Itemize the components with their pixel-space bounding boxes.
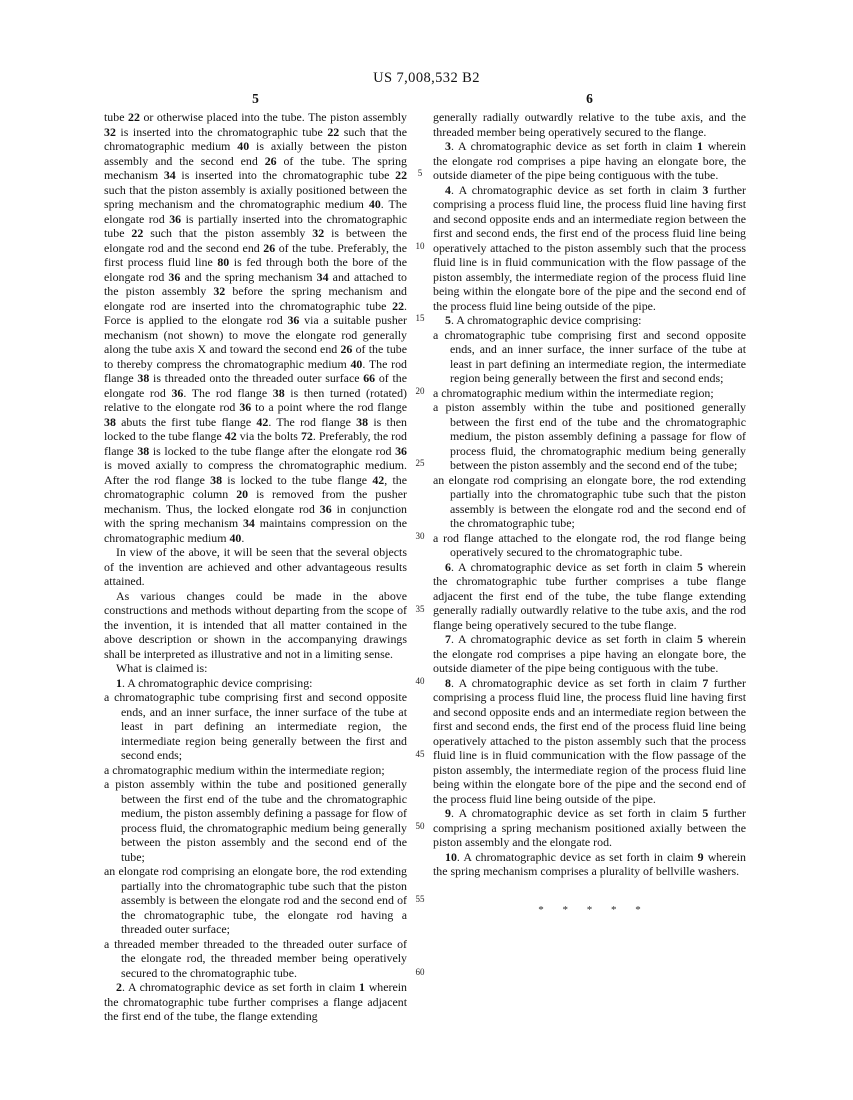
claim-clause: an elongate rod comprising an elongate bore, the rod extending partially into the chromatographic tube such that the piston assembly is between the elongate rod and the second end of the chromatographic tube, the elongate rod having a threaded outer surface; [104,864,407,936]
claim-paragraph: 3. A chromatographic device as set forth in claim 1 wherein the elongate rod comprises a pipe having an elongate bore, the outside diameter of the pipe being contiguous with the tube. [433,139,746,182]
claim-paragraph: 10. A chromatographic device as set forth in claim 9 wherein the spring mechanism comprises a plurality of bellville washers. [433,849,746,878]
claim-paragraph: 1. A chromatographic device comprising: [116,675,313,690]
claim-clause: a chromatographic medium within the intermediate region; [104,762,385,777]
line-number: 35 [415,603,425,614]
line-number: 60 [415,966,425,977]
left-text-column [104,110,407,1024]
claim-paragraph: 7. A chromatographic device as set forth in claim 5 wherein the elongate rod comprises a pipe having an elongate bore, the outside diameter of the pipe being contiguous with the tube. [433,632,746,675]
line-number-gutter [406,168,434,1048]
paragraph: What is claimed is: [116,661,208,675]
line-number: 45 [415,748,425,759]
claim-clause: a threaded member threaded to the threaded outer surface of the elongate rod, the threaded member being operatively secured to the chromatographic tube. [104,936,407,980]
line-number: 40 [415,676,425,687]
claim-paragraph: 4. A chromatographic device as set forth in claim 3 further comprising a process fluid line, the process fluid line having first and second opposite ends and an intermediate region between the first and second ends, the first end of the process fluid line being operatively attached to the piston assembly such that the process fluid line is in fluid communication with the flow passage of the piston assembly, the intermediate region of the process fluid line being within the elongate bore of the pipe and the second end of the process fluid line being outside of the pipe. [433,182,746,313]
paragraph: tube 22 or otherwise placed into the tube. The piston assembly 32 is inserted into the chromatographic tube 22 such that the chromatographic medium 40 is axially between the piston assembly and the second end 26 of the tube. The spring mechanism 34 is inserted into the chromatographic tube 22 such that the piston assembly is axially positioned between the spring mechanism and the chromatographic medium 40. The elongate rod 36 is partially inserted into the chromatographic tube 22 such that the piston assembly 32 is between the elongate rod and the second end 26 of the tube. Preferably, the first process fluid line 80 is fed through both the bore of the elongate rod 36 and the spring mechanism 34 and attached to the piston assembly 32 before the spring mechanism and elongate rod are inserted into the chromatographic tube 22. Force is applied to the elongate rod 36 via a suitable pusher mechanism (not shown) to move the elongate rod generally along the tube axis X and toward the second end 26 of the tube to thereby compress the chromatographic medium 40. The rod flange 38 is threaded onto the threaded outer surface 66 of the elongate rod 36. The rod flange 38 is then turned (rotated) relative to the elongate rod 36 to a point where the rod flange 38 abuts the first tube flange 42. The rod flange 38 is then locked to the tube flange 42 via the bolts 72. Preferably, the rod flange 38 is locked to the tube flange after the elongate rod 36 is moved axially to compress the chromatographic medium. After the rod flange 38 is locked to the tube flange 42, the chromatographic column 20 is removed from the pusher mechanism. Thus, the locked elongate rod 36 in conjunction with the spring mechanism 34 maintains compression on the chromatographic medium 40. [104,110,408,545]
claim-clause: an elongate rod comprising an elongate bore, the rod extending partially into the chromatographic tube such that the piston assembly is between the elongate rod and the second end of the chromatographic tube; [433,472,746,530]
claim-paragraph: 6. A chromatographic device as set forth in claim 5 wherein the chromatographic tube further comprises a tube flange adjacent the first end of the tube, the tube flange extending generally radially outwardly relative to the tube axis, and the rod flange being operatively secured to the tube flange. [433,559,746,632]
end-of-claims-marker: * * * * * [538,903,641,916]
line-number: 20 [415,385,425,396]
paragraph: In view of the above, it will be seen that the several objects of the invention are achieved and other advantageous results attained. [104,545,407,588]
line-number: 25 [415,458,425,469]
claim-paragraph: 2. A chromatographic device as set forth in claim 1 wherein the chromatographic tube further comprises a flange adjacent the first end of the tube, the flange extending [104,980,407,1023]
paragraph: generally radially outwardly relative to the tube axis, and the threaded member being operatively secured to the flange. [433,110,746,139]
claim-clause: a chromatographic medium within the intermediate region; [433,385,714,400]
line-number: 55 [415,894,425,904]
column-number-left: 5 [252,91,259,106]
claim-clause: a rod flange attached to the elongate rod, the rod flange being operatively secured to the chromatographic tube. [433,530,746,559]
paragraph: As various changes could be made in the above constructions and methods without departing from the scope of the invention, it is intended that all matter contained in the above description or shown in the accompanying drawings shall be interpreted as illustrative and not in a limiting sense. [104,588,407,661]
claim-paragraph: 9. A chromatographic device as set forth in claim 5 further comprising a spring mechanism positioned axially between the piston assembly and the elongate rod. [433,806,746,849]
claim-paragraph: 8. A chromatographic device as set forth in claim 7 further comprising a process fluid line, the process fluid line having first and second opposite ends and an intermediate region between the first and second ends, the first end of the process fluid line being operatively attached to the piston assembly such that the process fluid line is in fluid communication with the flow passage of the piston assembly, the intermediate region of the process fluid line being within the elongate bore of the pipe and the second end of the process fluid line being outside of the pipe. [433,675,746,806]
claim-clause: a piston assembly within the tube and positioned generally between the first end of the tube and the chromatographic medium, the piston assembly defining a passage for flow of process fluid, the chromatographic medium being generally between the piston assembly and the second end of the tube; [104,777,407,864]
line-number: 50 [415,821,425,832]
line-number: 30 [415,531,425,541]
column-number-right: 6 [586,91,593,106]
claim-clause: a chromatographic tube comprising first and second opposite ends, and an inner surface, the inner surface of the tube at least in part defining an intermediate region, the intermediate region being generally between the first and second ends; [104,690,407,762]
line-number: 10 [415,240,425,251]
line-number: 15 [415,313,425,324]
claim-clause: a piston assembly within the tube and positioned generally between the first end of the tube and the chromatographic medium, the piston assembly defining a passage for flow of process fluid, the chromatographic medium being generally between the piston assembly and the second end of the tube; [433,400,746,472]
claim-clause: a chromatographic tube comprising first and second opposite ends, and an inner surface, the inner surface of the tube at least in part defining an intermediate region, the intermediate region being generally between the first and second ends; [433,327,746,385]
right-text-column [433,110,746,917]
line-number: 5 [417,168,423,178]
patent-number-header: US 7,008,532 B2 [373,70,480,86]
claim-paragraph: 5. A chromatographic device comprising: [445,313,642,327]
